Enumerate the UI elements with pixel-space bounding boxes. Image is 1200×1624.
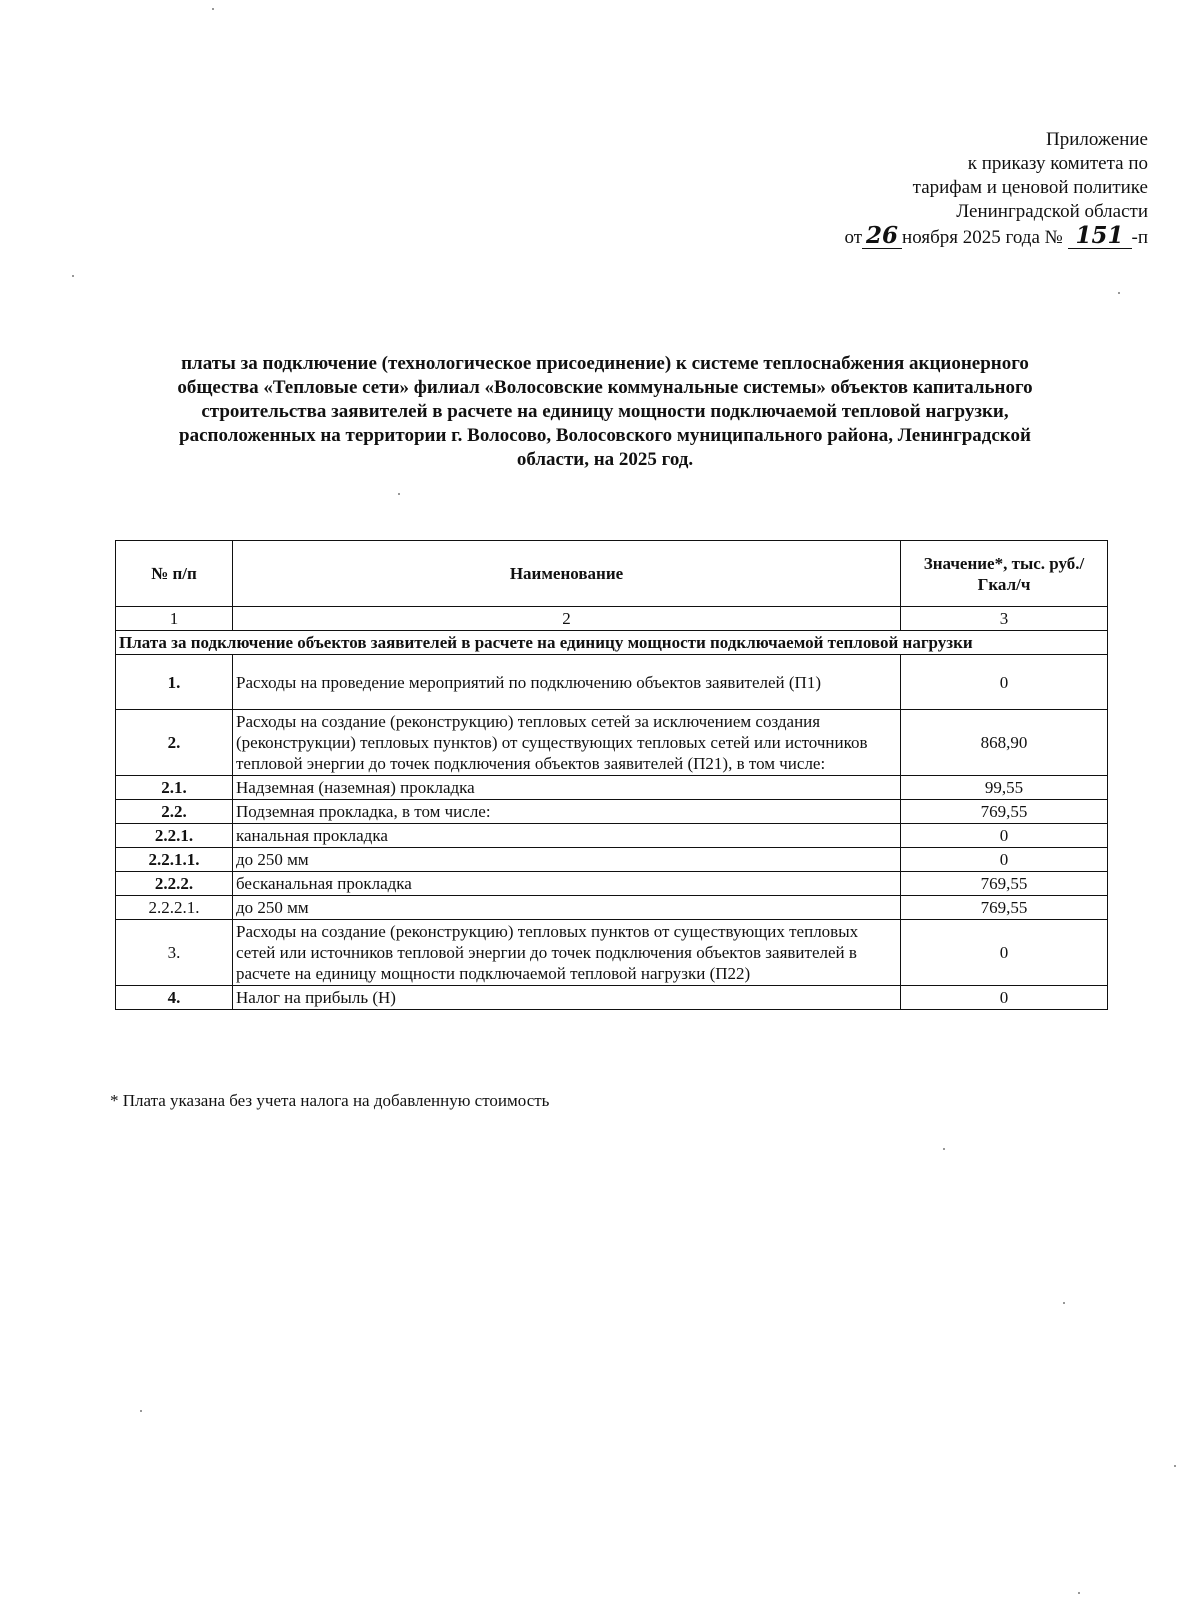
row-number: 2.2.2. xyxy=(116,872,233,896)
header-value: Значение*, тыс. руб./Гкал/ч xyxy=(901,541,1108,607)
row-value: 769,55 xyxy=(901,800,1108,824)
row-name: Расходы на проведение мероприятий по подключению объектов заявителей (П1) xyxy=(233,655,901,710)
row-name: Налог на прибыль (Н) xyxy=(233,986,901,1010)
scan-speck xyxy=(943,1148,945,1150)
row-name: Подземная прокладка, в том числе: xyxy=(233,800,901,824)
title-line-1: платы за подключение (технологическое присоединение) к системе теплоснабжения акционерного xyxy=(181,353,1029,374)
appendix-header xyxy=(728,128,1148,250)
section-title: Плата за подключение объектов заявителей в расчете на единицу мощности подключаемой тепловой нагрузки xyxy=(116,631,1108,655)
fees-table xyxy=(115,540,1108,1010)
row-number: 2.2.2.1. xyxy=(116,896,233,920)
row-number: 1. xyxy=(116,655,233,710)
row-value: 0 xyxy=(901,824,1108,848)
row-value: 769,55 xyxy=(901,896,1108,920)
row-number: 4. xyxy=(116,986,233,1010)
row-value: 0 xyxy=(901,920,1108,986)
appendix-line-1: Приложение xyxy=(1046,129,1148,150)
row-value: 99,55 xyxy=(901,776,1108,800)
title-line-4: расположенных на территории г. Волосово, Волосовского муниципального района, Ленинградской xyxy=(179,425,1031,446)
table-row xyxy=(116,848,1108,872)
appendix-line-3: тарифам и ценовой политике xyxy=(912,177,1148,198)
column-index-2: 2 xyxy=(233,607,901,631)
row-number: 2.2. xyxy=(116,800,233,824)
row-name: Расходы на создание (реконструкцию) тепловых пунктов от существующих тепловых сетей или источников тепловой энергии до точек подключения объектов заявителей в расчете на единицу мощности подключаемой тепловой нагрузки (П22) xyxy=(233,920,901,986)
handwritten-order-number: 151 xyxy=(1068,224,1132,249)
scan-speck xyxy=(398,493,400,495)
section-row xyxy=(116,631,1108,655)
document-title xyxy=(100,352,1110,472)
scan-speck xyxy=(1118,292,1120,294)
header-number: № п/п xyxy=(116,541,233,607)
row-number: 2. xyxy=(116,710,233,776)
table-row xyxy=(116,986,1108,1010)
row-number: 2.2.1. xyxy=(116,824,233,848)
table-row xyxy=(116,896,1108,920)
date-prefix: от xyxy=(844,227,863,248)
table-row xyxy=(116,824,1108,848)
row-value: 868,90 xyxy=(901,710,1108,776)
scan-speck xyxy=(1063,1302,1065,1304)
table-row xyxy=(116,710,1108,776)
row-value: 0 xyxy=(901,655,1108,710)
column-index-1: 1 xyxy=(116,607,233,631)
row-name: до 250 мм xyxy=(233,848,901,872)
order-date-line xyxy=(728,224,1148,250)
table-row xyxy=(116,655,1108,710)
column-index-3: 3 xyxy=(901,607,1108,631)
scan-speck xyxy=(72,275,74,277)
appendix-line-4: Ленинградской области xyxy=(956,201,1148,222)
row-value: 0 xyxy=(901,986,1108,1010)
row-name: до 250 мм xyxy=(233,896,901,920)
handwritten-day: 26 xyxy=(862,224,902,249)
title-line-2: общества «Тепловые сети» филиал «Волосовские коммунальные системы» объектов капитального xyxy=(177,377,1033,398)
scan-speck xyxy=(212,8,214,10)
table-row xyxy=(116,776,1108,800)
table-header-row xyxy=(116,541,1108,607)
row-number: 3. xyxy=(116,920,233,986)
title-line-3: строительства заявителей в расчете на единицу мощности подключаемой тепловой нагрузки, xyxy=(201,401,1009,422)
row-name: Расходы на создание (реконструкцию) тепловых сетей за исключением создания (реконструкции) тепловых пунктов) от существующих тепловых сетей или источников тепловой энергии до точек подключения объектов заявителей (П21), в том числе: xyxy=(233,710,901,776)
table-row xyxy=(116,800,1108,824)
order-suffix: -п xyxy=(1131,227,1148,248)
row-name: канальная прокладка xyxy=(233,824,901,848)
scan-speck xyxy=(1174,1465,1176,1467)
table-row xyxy=(116,872,1108,896)
month-year: ноября 2025 года № xyxy=(902,227,1063,248)
table-row xyxy=(116,920,1108,986)
scan-speck xyxy=(140,1410,142,1412)
row-value: 769,55 xyxy=(901,872,1108,896)
row-number: 2.1. xyxy=(116,776,233,800)
title-line-5: области, на 2025 год. xyxy=(516,449,694,470)
row-name: бесканальная прокладка xyxy=(233,872,901,896)
scan-speck xyxy=(1078,1592,1080,1594)
appendix-line-2: к приказу комитета по xyxy=(967,153,1148,174)
row-name: Надземная (наземная) прокладка xyxy=(233,776,901,800)
footnote: * Плата указана без учета налога на добавленную стоимость xyxy=(110,1091,550,1110)
header-name: Наименование xyxy=(233,541,901,607)
row-number: 2.2.1.1. xyxy=(116,848,233,872)
column-index-row xyxy=(116,607,1108,631)
row-value: 0 xyxy=(901,848,1108,872)
